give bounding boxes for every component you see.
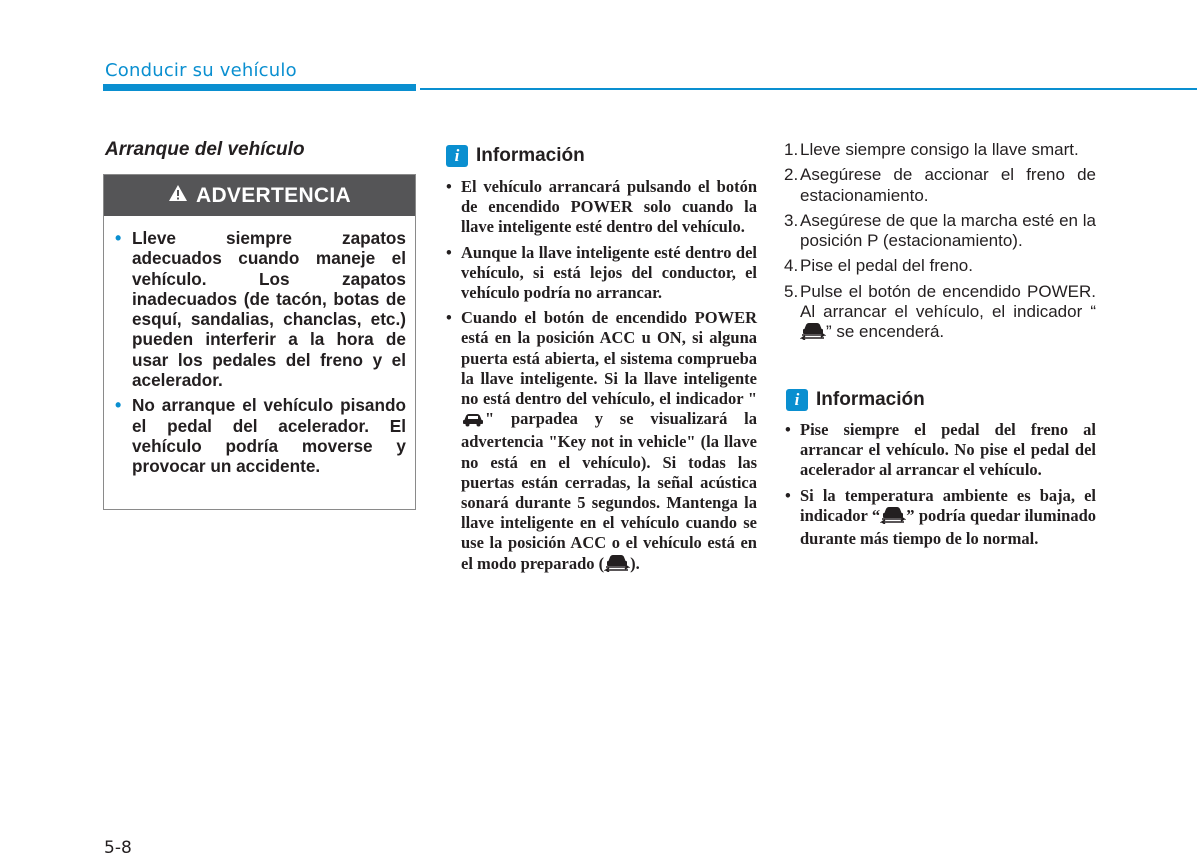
- warning-title: ADVERTENCIA: [196, 183, 351, 207]
- info-item-text: Cuando el botón de encendido POWER está en la posición ACC u ON, si alguna puerta está abierta, el sistema comprueba la llave inteligente. Si la llave inteligente no está dentro del vehículo, el indicador ": [461, 308, 757, 409]
- info-item-text: ” podría quedar iluminado durante más tiempo de lo normal.: [800, 505, 1097, 549]
- info-heading-right: [786, 389, 925, 411]
- step-text: Asegúrese de accionar el freno de estacionamiento.: [800, 165, 1096, 205]
- warning-item: • Lleve siempre zapatos adecuados cuando maneje el vehículo. Los zapatos inadecuados (de tacón, botas de esquí, sandalias, chanclas, etc.) pueden interferir a la hora de usar los pedales del freno y el acelerador.: [115, 228, 406, 390]
- step-text: Pulse el botón de encendido POWER. Al arrancar el vehículo, el indicador “: [800, 281, 1096, 322]
- step-text: Asegúrese de que la marcha esté en la posición P (estacionamiento).: [800, 210, 1096, 251]
- section-heading: Arranque del vehículo: [105, 139, 305, 160]
- info-item: [785, 486, 1096, 550]
- step-text: Lleve siempre consigo la llave smart.: [800, 140, 1079, 159]
- info-item-text: " parpadea y se visualizará la advertencia "Key not in vehicle" (la llave no está en el vehículo). Si todas las puertas están cerradas, la señal acústica sonará durante 5 segundos. Mantenga la llave inteligente en el vehículo cuando se use la posición ACC o el vehículo está en el modo preparado (: [461, 409, 757, 573]
- warning-list: [104, 216, 415, 477]
- car-key-icon: [461, 411, 485, 432]
- info-item: • Aunque la llave inteligente esté dentro del vehículo, si está lejos del conductor, el vehículo podría no arrancar.: [446, 243, 757, 304]
- step-item: [784, 140, 1096, 160]
- info-icon: i: [446, 145, 468, 167]
- step-text: ” se encenderá.: [826, 322, 945, 342]
- warning-item: • No arranque el vehículo pisando el pedal del acelerador. El vehículo podría moverse y provocar un accidente.: [115, 395, 406, 476]
- info-item-text: ).: [630, 553, 640, 573]
- info-item-text: Si la temperatura ambiente es baja, el indicador “: [800, 485, 1096, 525]
- step-item: [784, 256, 1096, 276]
- warning-box: [103, 174, 416, 510]
- info-heading-middle: [446, 145, 585, 167]
- step-item: [784, 211, 1096, 252]
- step-item: [784, 165, 1096, 206]
- info-list-middle: [446, 177, 757, 582]
- step-number: 3.: [784, 210, 799, 230]
- start-steps-list: [784, 140, 1096, 351]
- info-title: Información: [816, 389, 925, 410]
- info-item: • El vehículo arrancará pulsando el botón de encendido POWER solo cuando la llave inteligente esté dentro del vehículo.: [446, 177, 757, 238]
- page-number: 5-8: [104, 838, 132, 858]
- step-number: 2.: [784, 165, 799, 185]
- car-ready-icon: [880, 506, 906, 529]
- car-ready-icon: [604, 554, 630, 577]
- warning-header: [104, 175, 415, 216]
- step-number: 1.: [784, 140, 799, 159]
- header-rule-thick: [103, 84, 416, 91]
- step-number: 4.: [784, 256, 799, 276]
- info-item: • Pise siempre el pedal del freno al arrancar el vehículo. No pise el pedal del acelerador al arrancar el vehículo.: [785, 420, 1096, 481]
- info-list-right: [785, 420, 1096, 554]
- info-title: Información: [476, 145, 585, 166]
- warning-triangle-icon: [168, 184, 188, 208]
- info-item: [446, 308, 757, 577]
- section-header-title: Conducir su vehículo: [105, 60, 297, 81]
- header-rule-thin: [420, 88, 1197, 90]
- step-number: 5.: [784, 281, 799, 301]
- step-text: Pise el pedal del freno.: [800, 256, 973, 276]
- info-icon: i: [786, 389, 808, 411]
- step-item: [784, 282, 1096, 346]
- car-ready-icon: [800, 322, 826, 345]
